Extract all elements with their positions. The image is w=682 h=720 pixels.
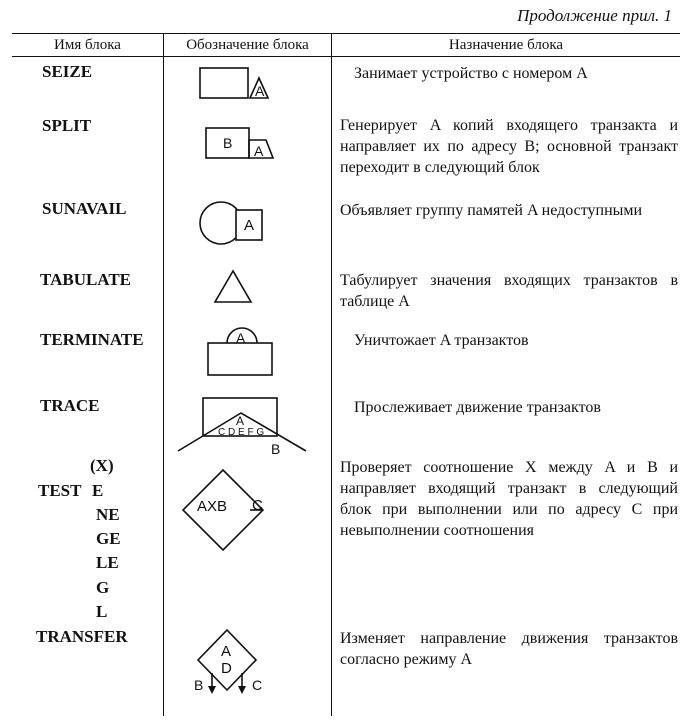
test-label-c: C — [252, 497, 263, 514]
transfer-label-a: A — [221, 643, 232, 660]
block-name-split: SPLIT — [42, 116, 92, 135]
test-mode-g: G — [96, 578, 110, 597]
block-name-test: TEST — [38, 481, 82, 500]
test-mode-header: (X) — [90, 456, 114, 475]
test-mode-ne: NE — [96, 505, 120, 524]
test-mode-le: LE — [96, 553, 119, 572]
column-header-name: Имя блока — [54, 37, 121, 53]
terminate-label-a: A — [236, 330, 246, 346]
split-label-b: B — [223, 135, 233, 151]
column-header-purpose: Назначение блока — [448, 37, 564, 53]
desc-transfer: Изменяет направление движения транзактов согласно режиму A — [340, 630, 678, 668]
split-label-a: A — [254, 143, 264, 159]
desc-trace: Прослеживает движение транзактов — [354, 399, 601, 416]
block-name-sunavail: SUNAVAIL — [42, 199, 127, 218]
block-name-transfer: TRANSFER — [36, 627, 128, 646]
transfer-label-d: D — [221, 660, 232, 677]
desc-seize: Занимает устройство с номером A — [354, 65, 588, 82]
block-name-trace: TRACE — [40, 396, 100, 415]
test-mode-e: E — [92, 481, 104, 500]
transfer-label-b: B — [194, 677, 204, 693]
block-name-tabulate: TABULATE — [40, 270, 132, 289]
desc-terminate: Уничтожает A транзактов — [354, 332, 529, 349]
block-name-terminate: TERMINATE — [40, 330, 144, 349]
trace-label-a: A — [236, 414, 245, 428]
transfer-arrow-left — [208, 686, 216, 694]
trace-label-b: B — [271, 441, 281, 457]
desc-test: Проверяет соотношение X между A и B и направляет входящий транзакт в следующий блок при выполнении или по адресу C при невыполнении соотношения — [340, 459, 679, 539]
transfer-label-c: C — [252, 677, 263, 693]
desc-tabulate: Табулирует значения входящих транзактов в таблице A — [340, 272, 678, 310]
test-inner-label: AXB — [197, 498, 228, 515]
continuation-note: Продолжение прил. 1 — [517, 6, 672, 25]
desc-split: Генерирует A копий входящего транзакта и направляет их по адресу B; основной транзакт переходит в следующий блок — [340, 117, 678, 176]
transfer-arrow-right — [238, 686, 246, 694]
seize-label-a: A — [255, 83, 265, 99]
block-name-seize: SEIZE — [42, 62, 93, 81]
tabulate-symbol — [215, 271, 251, 302]
trace-inner-label: C D E F G — [218, 427, 265, 438]
column-header-symbol: Обозначение блока — [186, 37, 309, 53]
test-mode-l: L — [96, 602, 108, 621]
test-mode-ge: GE — [96, 529, 121, 548]
desc-sunavail: Объявляет группу памятей A недоступными — [340, 202, 643, 219]
sunavail-label-a: A — [244, 217, 255, 234]
